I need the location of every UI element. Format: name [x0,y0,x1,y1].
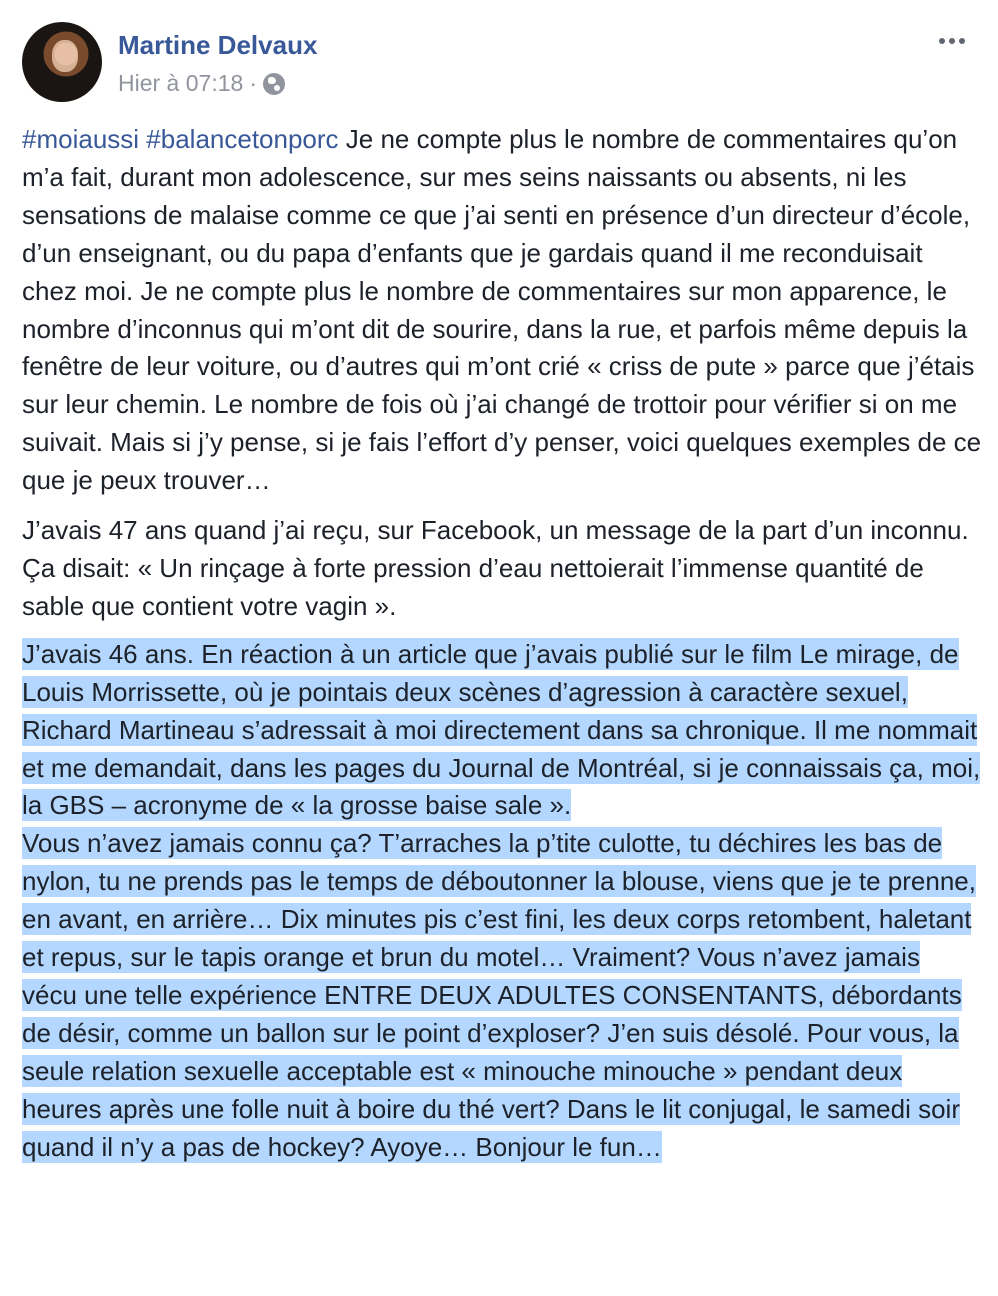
post-meta [118,70,285,97]
globe-icon[interactable] [263,73,285,95]
selected-text-2: Vous n’avez jamais connu ça? T’arraches la p’tite culotte, tu déchires les bas de nylon, tu ne prends pas le temps de déboutonner la blouse, viens que je te prenne, en avant, en arrière… Dix minutes pis c’est fini, les deux corps retombent, haletant et repus, sur le tapis orange et brun du motel… Vraiment? Vous n’avez jamais vécu une telle expérience ENTRE DEUX ADULTES CONSENTANTS, débordants de désir, comme un ballon sur le point d’exploser? J’en suis désolé. Pour vous, la seule relation sexuelle acceptable est « minouche minouche » pendant deux heures après une folle nuit à boire du thé vert? Dans le lit conjugal, le samedi soir quand il n’y a pas de hockey? Ayoye… Bonjour le fun… [22,828,976,1162]
avatar[interactable] [22,22,102,102]
hashtag-moiaussi[interactable]: #moiaussi [22,124,140,154]
paragraph-4 [22,825,982,1166]
paragraph-1-text: Je ne compte plus le nombre de commentaires qu’on m’a fait, durant mon adolescence, sur mes seins naissants ou absents, ni les sensations de malaise comme ce que j’ai senti en présence d’un directeur d’école, d’un enseignant, ou du papa d’enfants que je gardais quand il me reconduisait chez moi. Je ne compte plus le nombre de commentaires sur mon apparence, le nombre d’inconnus qui m’ont dit de sourire, dans la rue, et parfois même depuis la fenêtre de leur voiture, ou d’autres qui m’ont crié « criss de pute » parce que j’étais sur leur chemin. Le nombre de fois où j’ai changé de trottoir pour vérifier si on me suivait. Mais si j’y pense, si je fais l’effort d’y penser, voici quelques exemples de ce que je peux trouver… [22,124,982,496]
post-header [22,22,972,104]
meta-separator: · [249,70,257,96]
dot-icon [959,38,965,44]
hashtag-balancetonporc[interactable]: #balancetonporc [146,124,339,154]
dot-icon [939,38,945,44]
paragraph-3 [22,636,982,826]
post-body [22,121,982,1166]
selected-text-1: J’avais 46 ans. En réaction à un article que j’avais publié sur le film Le mirage, de Louis Morrissette, où je pointais deux scènes d’agression à caractère sexuel, Richard Martineau s’adressait à moi directement dans sa chronique. Il me nommait et me demandait, dans les pages du Journal de Montréal, si je connaissais ça, moi, la GBS – acronyme de « la grosse baise sale ». [22,638,981,821]
author-name[interactable]: Martine Delvaux [118,30,318,60]
paragraph-1 [22,121,982,500]
post-timestamp[interactable]: Hier à 07:18 [118,70,244,96]
more-options-icon[interactable] [932,28,972,54]
dot-icon [949,38,955,44]
paragraph-2: J’avais 47 ans quand j’ai reçu, sur Facebook, un message de la part d’un inconnu. Ça disait: « Un rinçage à forte pression d’eau nettoierait l’immense quantité de sable que contient votre vagin ». [22,515,969,621]
